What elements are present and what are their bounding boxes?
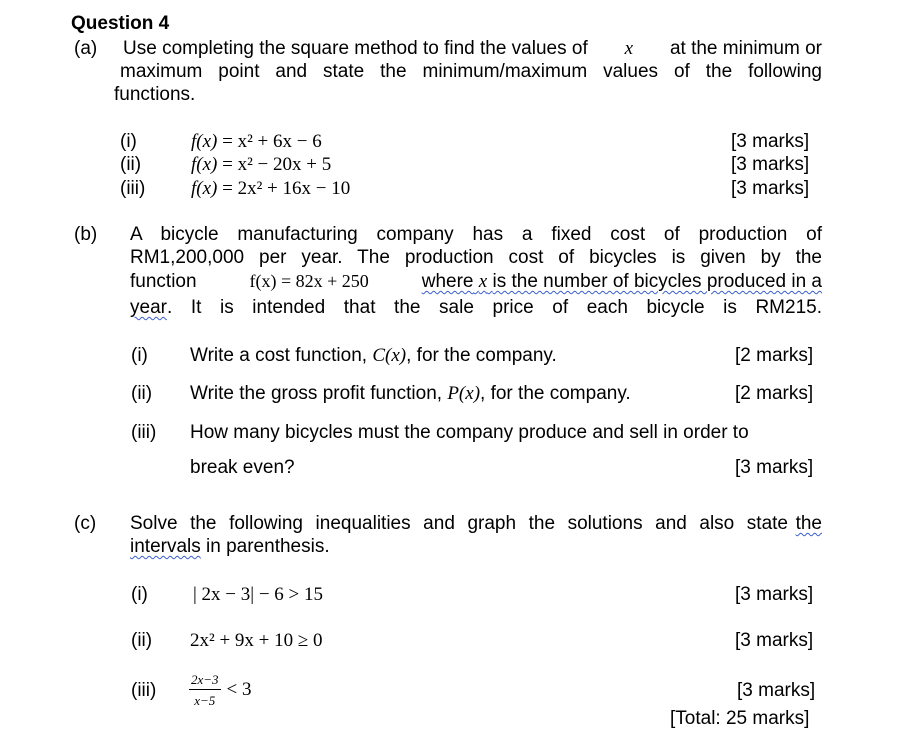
part-b-question-line1: How many bicycles must the company produce and sell in order to <box>190 422 749 443</box>
part-a-item-label: (iii) <box>120 178 146 199</box>
part-a-intro-line1 <box>123 38 822 60</box>
part-b-question: Write a cost function, C(x), for the company. <box>190 345 557 366</box>
part-b-label: (b) <box>74 224 98 245</box>
part-b-item-label: (iii) <box>131 422 157 443</box>
inequality: | 2x − 3| − 6 > 15 <box>193 584 324 605</box>
inequality: 2x² + 9x + 10 ≥ 0 <box>190 630 323 651</box>
part-c-line2: intervals in parenthesis. <box>130 536 330 557</box>
part-c-item-label: (iii) <box>131 680 157 701</box>
part-a-label: (a) <box>74 38 98 59</box>
total-marks: [Total: 25 marks] <box>670 708 810 729</box>
part-a-marks: [3 marks] <box>731 154 810 175</box>
part-b-line3-tail: where x is the number of bicycles produced in a <box>421 271 822 292</box>
cost-formula: f(x) = 82x + 250 <box>249 271 369 291</box>
part-a-equation: f(x) = 2x² + 16x − 10 <box>191 178 351 199</box>
question-title: Question 4 <box>71 13 170 34</box>
part-b-marks: [3 marks] <box>735 457 814 478</box>
part-a-intro-var: x <box>624 38 634 59</box>
part-c-marks: [3 marks] <box>735 630 814 651</box>
part-c-intervals: intervals <box>130 536 201 557</box>
part-a-intro-line3: functions. <box>114 84 196 105</box>
part-a-equation: f(x) = x² + 6x − 6 <box>191 131 322 152</box>
part-c-line1-pre: Solve the following inequalities and graph the solutions and also state <box>130 513 788 534</box>
part-b-question: Write the gross profit function, P(x), for the company. <box>190 383 631 404</box>
part-c-label: (c) <box>74 513 97 534</box>
fraction: $\frac{2x-3}{x-5}$ <box>191 672 219 708</box>
part-c-the: the <box>795 513 822 534</box>
part-a-intro-post: at the minimum or <box>669 38 822 59</box>
part-c-item-label: (ii) <box>131 630 153 651</box>
part-a-marks: [3 marks] <box>731 131 810 152</box>
part-b-line2: RM1,200,000 per year. The production cost of bicycles is given by the <box>130 247 822 268</box>
part-a-intro-line2: maximum point and state the minimum/maximum values of the following <box>120 61 822 82</box>
part-b-year: year <box>130 297 167 318</box>
part-b-line3-pre: function <box>130 271 197 292</box>
part-b-item-label: (ii) <box>131 383 153 404</box>
part-c-item-label: (i) <box>131 584 148 605</box>
part-b-line4-post: . It is intended that the sale price of each bicycle is RM215. <box>166 297 822 318</box>
part-a-item-label: (ii) <box>120 154 142 175</box>
part-a-item-label: (i) <box>120 131 137 152</box>
part-c-marks: [3 marks] <box>737 680 816 701</box>
part-b-marks: [2 marks] <box>735 383 814 404</box>
part-c-marks: [3 marks] <box>735 584 814 605</box>
part-a-marks: [3 marks] <box>731 178 810 199</box>
part-b-line3 <box>130 271 822 293</box>
part-a-equation: f(x) = x² − 20x + 5 <box>191 154 332 175</box>
part-b-question-line2: break even? <box>190 457 295 478</box>
part-b-line4 <box>130 297 822 319</box>
part-b-line1: A bicycle manufacturing company has a fixed cost of production of <box>130 224 822 245</box>
part-b-item-label: (i) <box>131 345 148 366</box>
part-a-intro-pre: Use completing the square method to find the values of <box>123 38 588 59</box>
part-c-line1 <box>130 513 822 535</box>
inequality: $\frac{2x-3}{x-5}$ < 3 <box>191 672 252 708</box>
part-b-marks: [2 marks] <box>735 345 814 366</box>
